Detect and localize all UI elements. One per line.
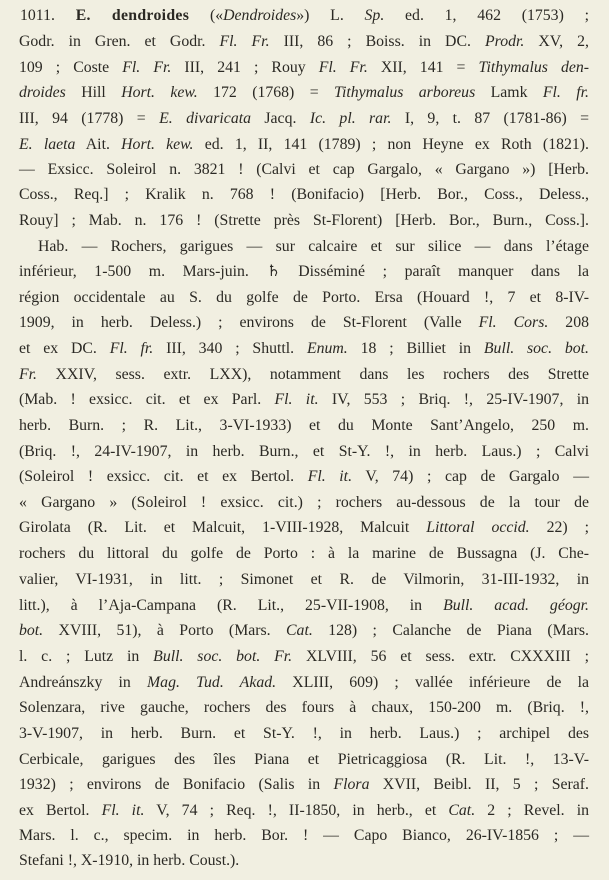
text-run: III, 340 ; Shuttl. [153, 340, 307, 357]
text-run: XV, 2, [524, 33, 589, 50]
text-line [19, 773, 589, 797]
text-run: I, 9, t. 87 (1781-86) = [391, 110, 590, 127]
text-line [19, 30, 589, 54]
text-run: 1011. [20, 7, 76, 24]
italic-text: Fl. it. [101, 802, 145, 819]
text-run: III, 86 ; Boiss. in DC. [269, 33, 485, 50]
text-line [19, 337, 589, 361]
text-run: Lamk [475, 84, 543, 101]
text-run: Stefani !, X-1910, in herb. Coust.). [19, 852, 240, 869]
italic-text: Flora [333, 776, 370, 793]
text-run: Ait. [75, 136, 122, 153]
text-run: valier, VI-1931, in litt. ; Simonet et R. de Vilmorin, 31-III-1932, in [19, 571, 589, 588]
italic-text: Fl. fr. [109, 340, 154, 357]
italic-text: Bull. soc. bot. [483, 340, 589, 357]
text-line [19, 824, 589, 848]
text-line [19, 133, 589, 157]
italic-text: Bull. acad. géogr. [443, 597, 589, 614]
text-run: XLVIII, 56 et sess. extr. CXXXIII ; [292, 648, 589, 665]
species-name: E. dendroides [75, 7, 190, 24]
italic-text: Cat. [286, 622, 313, 639]
text-line [19, 671, 589, 695]
text-run: 1932) ; environs de Bonifacio (Salis in [19, 776, 334, 793]
text-run: Rouy] ; Mab. n. 176 ! (Strette près St-Florent) [Herb. Bor., Burn., Coss.]. [19, 212, 589, 229]
italic-text: Enum. [306, 340, 348, 357]
text-run: région occidentale au S. du golfe de Porto. Ersa (Houard !, 7 et 8-IV- [19, 289, 589, 306]
text-run: Girolata (R. Lit. et Malcuit, 1-VIII-1928, Malcuit [19, 519, 427, 536]
text-line [19, 286, 589, 310]
italic-text: Ic. pl. rar. [309, 110, 392, 127]
text-run: (Soleirol ! exsicc. cit. et ex Bertol. [19, 468, 308, 485]
text-line [19, 516, 589, 540]
text-line [19, 107, 589, 131]
italic-text: Fr. [19, 366, 37, 383]
italic-text: Mag. Tud. Akad. [147, 674, 277, 691]
text-run: litt.), à l’Aja-Campana (R. Lit., 25-VII-1908, in [19, 597, 444, 614]
text-run: 22) ; [529, 519, 589, 536]
italic-text: Tithymalus arboreus [334, 84, 476, 101]
italic-text: Littoral occid. [426, 519, 530, 536]
text-run: 2 ; Revel. in [475, 802, 589, 819]
text-run: IV, 553 ; Briq. !, 25-IV-1907, in [318, 391, 590, 408]
italic-text: Fl. Fr. [318, 59, 368, 76]
italic-text: Hort. kew. [121, 84, 198, 101]
italic-text: E. laeta [19, 136, 76, 153]
text-run: XVIII, 51), à Porto (Mars. [43, 622, 287, 639]
italic-text: Fl. it. [307, 468, 353, 485]
text-line [19, 619, 589, 643]
text-run: 1909, in herb. Deless.) ; environs de St-Florent (Valle [19, 314, 479, 331]
text-run: Mars. l. c., specim. in herb. Bor. ! — Capo Bianco, 26-IV-1856 ; — [19, 827, 589, 844]
text-line [19, 56, 589, 80]
text-line [19, 568, 589, 592]
text-run: herb. Burn. ; R. Lit., 3-VI-1933) et du Monte Sant’Angelo, 250 m. [19, 417, 589, 434]
text-run: Hill [65, 84, 122, 101]
italic-text: droides [19, 84, 66, 101]
text-line [19, 849, 589, 873]
italic-text: Prodr. [484, 33, 525, 50]
text-line [19, 594, 589, 618]
text-run: 128) ; Calanche de Piana (Mars. [312, 622, 589, 639]
text-run: 18 ; Billiet in [347, 340, 484, 357]
text-line [19, 209, 589, 233]
text-line [19, 542, 589, 566]
italic-text: E. divaricata [159, 110, 252, 127]
italic-text: Fl. Fr. [219, 33, 270, 50]
text-run: XVII, Beibl. II, 5 ; Seraf. [369, 776, 589, 793]
text-run: 172 (1768) = [197, 84, 335, 101]
text-line [19, 722, 589, 746]
italic-text: Hort. kew. [121, 136, 194, 153]
text-run: 208 [548, 314, 589, 331]
text-line [19, 414, 589, 438]
text-run: (« [189, 7, 224, 24]
text-run: Hab. — Rochers, garigues — sur calcaire et sur silice — dans l’étage [38, 238, 589, 255]
text-line [19, 645, 589, 669]
text-run: inférieur, 1-500 m. Mars-juin. ♄ Disséminé ; paraît manquer dans la [19, 263, 589, 280]
text-run: (Mab. ! exsicc. cit. et ex Parl. [19, 391, 275, 408]
text-run: 109 ; Coste [19, 59, 123, 76]
italic-text: Fl. Cors. [478, 314, 549, 331]
italic-text: Bull. soc. bot. Fr. [153, 648, 293, 665]
text-run: 3-V-1907, in herb. Burn. et St-Y. !, in herb. Laus.) ; archipel des [19, 725, 589, 742]
text-run: Coss., Req.] ; Kralik n. 768 ! (Bonifacio) [Herb. Bor., Coss., Deless., [19, 186, 589, 203]
text-line [19, 799, 589, 823]
text-run: l. c. ; Lutz in [19, 648, 154, 665]
text-line [19, 183, 589, 207]
text-line [19, 491, 589, 515]
italic-text: Dendroides [223, 7, 297, 24]
text-run: Cerbicale, garigues des îles Piana et Pietricaggiosa (R. Lit. !, 13-V- [19, 751, 589, 768]
text-run: ex Bertol. [19, 802, 102, 819]
text-run: XII, 141 = [367, 59, 479, 76]
text-line [20, 4, 589, 28]
text-run: et ex DC. [19, 340, 110, 357]
text-line [19, 260, 589, 284]
italic-text: Fl. it. [274, 391, 319, 408]
text-run: Jacq. [251, 110, 310, 127]
text-line [19, 465, 589, 489]
text-run: « Gargano » (Soleirol ! exsicc. cit.) ; rochers au-dessous de la tour de [19, 494, 589, 511]
text-run: XXIV, sess. extr. LXX), notamment dans les rochers des Strette [37, 366, 589, 383]
text-line [19, 388, 589, 412]
italic-text: bot. [19, 622, 44, 639]
text-run: Godr. in Gren. et Godr. [19, 33, 220, 50]
text-run: ed. 1, 462 (1753) ; [384, 7, 589, 24]
text-line [19, 158, 589, 182]
text-run: (Briq. !, 24-IV-1907, in herb. Burn., et St-Y. !, in herb. Laus.) ; Calvi [19, 443, 589, 460]
text-run: ») L. [296, 7, 365, 24]
italic-text: Cat. [448, 802, 476, 819]
text-run: V, 74) ; cap de Gargalo — [352, 468, 589, 485]
text-line [38, 235, 589, 259]
text-run: ed. 1, II, 141 (1789) ; non Heyne ex Roth (1821). [193, 136, 589, 153]
text-run: III, 94 (1778) = [19, 110, 160, 127]
text-line [19, 311, 589, 335]
italic-text: Sp. [364, 7, 385, 24]
text-run: XLIII, 609) ; vallée inférieure de la [276, 674, 589, 691]
text-line [19, 81, 589, 105]
italic-text: Tithymalus den- [478, 59, 590, 76]
text-run: Solenzara, rive gauche, rochers des fours à chaux, 150-200 m. (Briq. !, [19, 699, 589, 716]
text-run: III, 241 ; Rouy [171, 59, 319, 76]
text-run: rochers du littoral du golfe de Porto : à la marine de Bussagna (J. Che- [19, 545, 589, 562]
text-run: — Exsicc. Soleirol n. 3821 ! (Calvi et cap Gargalo, « Gargano ») [Herb. [19, 161, 589, 178]
italic-text: Fl. fr. [542, 84, 589, 101]
text-run: V, 74 ; Req. !, II-1850, in herb., et [144, 802, 449, 819]
italic-text: Fl. Fr. [122, 59, 172, 76]
text-line [19, 696, 589, 720]
text-run: Andreánszky in [19, 674, 148, 691]
text-line [19, 440, 589, 464]
text-line [19, 748, 589, 772]
text-line [19, 363, 589, 387]
